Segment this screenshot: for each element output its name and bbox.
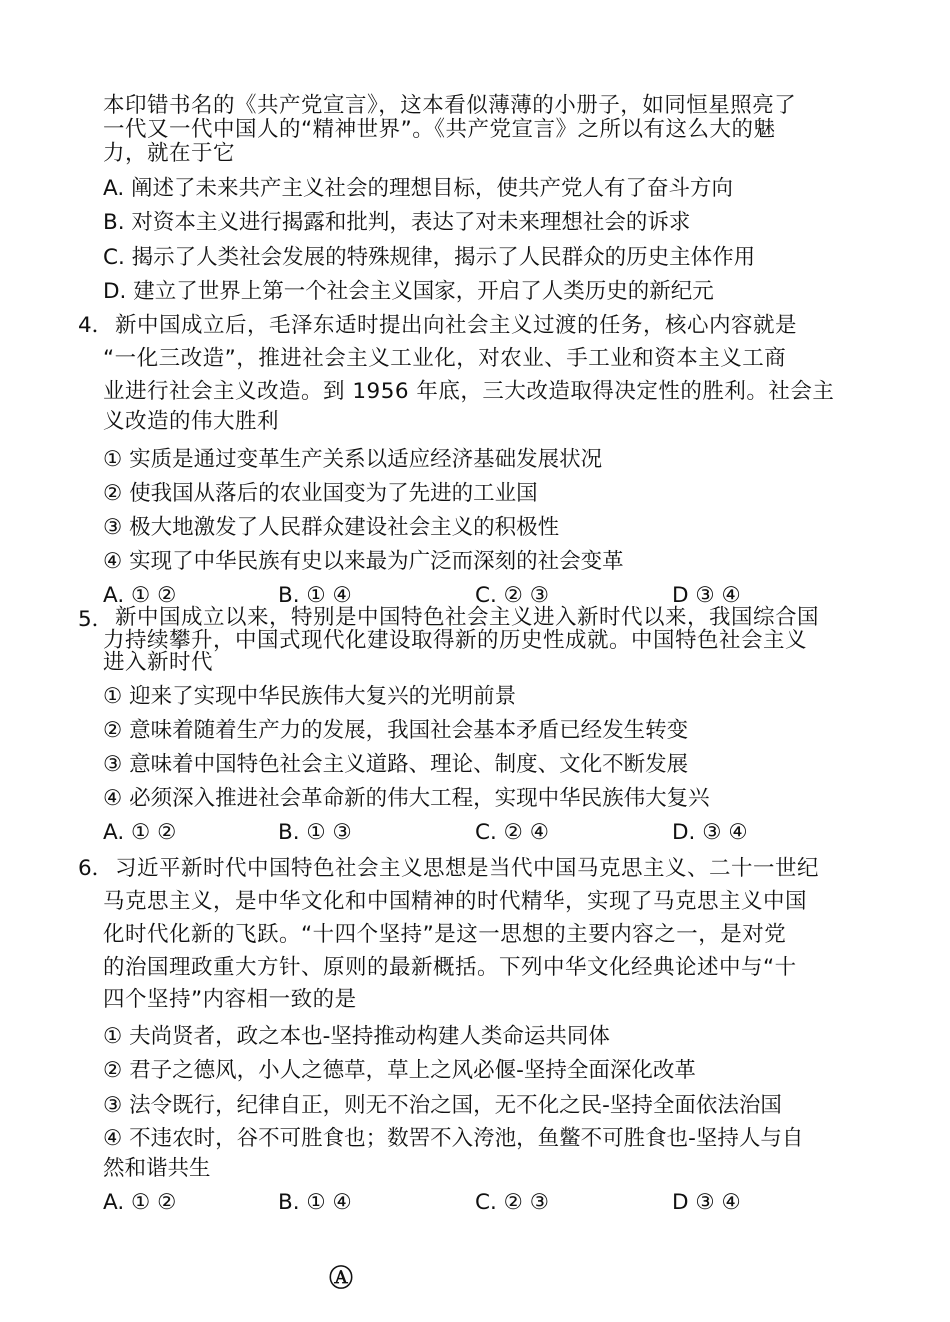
q4-statement-3: ③ 极大地激发了人民群众建设社会主义的积极性	[103, 515, 560, 540]
q6-choice-d: D ③ ④	[672, 1190, 741, 1215]
q4-statement-4: ④ 实现了中华民族有史以来最为广泛而深刻的社会变革	[103, 549, 624, 574]
q6-choice-b: B. ① ④	[278, 1190, 352, 1215]
q4-choice-b: B. ① ④	[278, 583, 352, 608]
q6-choice-c: C. ② ③	[475, 1190, 550, 1215]
q6-statement-4-line-1: ④ 不违农时，谷不可胜食也；数罟不入洿池，鱼鳖不可胜食也-坚持人与自	[103, 1126, 804, 1151]
q4-stem-line-3: 业进行社会主义改造。到 1956 年底，三大改造取得决定性的胜利。社会主	[103, 379, 835, 404]
q4-choice-c: C. ② ③	[475, 583, 550, 608]
q6-stem-line-4: 的治国理政重大方针、原则的最新概括。下列中华文化经典论述中与“十	[103, 955, 797, 980]
q3-option-b: B. 对资本主义进行揭露和批判，表达了对未来理想社会的诉求	[103, 210, 691, 235]
q5-choice-d: D. ③ ④	[672, 820, 748, 845]
q5-choice-b: B. ① ③	[278, 820, 352, 845]
q3-option-c: C. 揭示了人类社会发展的特殊规律，揭示了人民群众的历史主体作用	[103, 245, 756, 270]
q5-number: 5．	[78, 607, 114, 632]
q4-stem-line-4: 义改造的伟大胜利	[103, 409, 280, 434]
q5-statement-1: ① 迎来了实现中华民族伟大复兴的光明前景	[103, 684, 517, 709]
q6-choice-a: A. ① ②	[103, 1190, 177, 1215]
q3-option-d: D. 建立了世界上第一个社会主义国家，开启了人类历史的新纪元	[103, 279, 714, 304]
q6-stem-line-2: 马克思主义，是中华文化和中国精神的时代精华，实现了马克思主义中国	[103, 889, 808, 914]
q5-choice-c: C. ② ④	[475, 820, 550, 845]
q6-number: 6．	[78, 856, 114, 881]
q3-stem-line-3: 力，就在于它	[103, 141, 236, 166]
q4-choice-a: A. ① ②	[103, 583, 177, 608]
q6-stem-line-3: 化时代化新的飞跃。“十四个坚持”是这一思想的主要内容之一，是对党	[103, 922, 787, 947]
q5-stem-line-2: 力持续攀升，中国式现代化建设取得新的历史性成就。中国特色社会主义	[103, 628, 808, 653]
q5-choice-a: A. ① ②	[103, 820, 177, 845]
page-mark-icon: Ⓐ	[329, 1264, 353, 1292]
q5-statement-4: ④ 必须深入推进社会革命新的伟大工程，实现中华民族伟大复兴	[103, 786, 710, 811]
q4-number: 4．	[78, 313, 114, 338]
q4-stem-line-2: “一化三改造”，推进社会主义工业化，对农业、手工业和资本主义工商	[103, 346, 787, 371]
q6-stem-line-5: 四个坚持”内容相一致的是	[103, 987, 357, 1012]
q5-stem-line-1: 新中国成立以来，特别是中国特色社会主义进入新时代以来，我国综合国	[115, 605, 820, 630]
q5-stem-line-3: 进入新时代	[103, 650, 214, 675]
q6-statement-3: ③ 法令既行，纪律自正，则无不治之国，无不化之民-坚持全面依法治国	[103, 1093, 782, 1118]
q3-option-a: A. 阐述了未来共产主义社会的理想目标，使共产党人有了奋斗方向	[103, 176, 734, 201]
q4-statement-2: ② 使我国从落后的农业国变为了先进的工业国	[103, 481, 538, 506]
q5-statement-3: ③ 意味着中国特色社会主义道路、理论、制度、文化不断发展	[103, 752, 689, 777]
q4-stem-line-1: 新中国成立后，毛泽东适时提出向社会主义过渡的任务，核心内容就是	[115, 313, 798, 338]
q6-statement-4-line-2: 然和谐共生	[103, 1156, 211, 1181]
q4-statement-1: ① 实质是通过变革生产关系以适应经济基础发展状况	[103, 447, 603, 472]
q6-statement-1: ① 夫尚贤者，政之本也-坚持推动构建人类命运共同体	[103, 1024, 610, 1049]
q3-stem-line-2: 一代又一代中国人的“精神世界”。《共产党宣言》之所以有这么大的魅	[103, 117, 776, 142]
q6-statement-2: ② 君子之德风，小人之德草，草上之风必偃-坚持全面深化改革	[103, 1058, 696, 1083]
q4-choice-d: D ③ ④	[672, 583, 741, 608]
q5-statement-2: ② 意味着随着生产力的发展，我国社会基本矛盾已经发生转变	[103, 718, 689, 743]
q6-stem-line-1: 习近平新时代中国特色社会主义思想是当代中国马克思主义、二十一世纪	[115, 856, 820, 881]
q3-stem-line-1: 本印错书名的《共产党宣言》，这本看似薄薄的小册子，如同恒星照亮了	[103, 93, 797, 118]
